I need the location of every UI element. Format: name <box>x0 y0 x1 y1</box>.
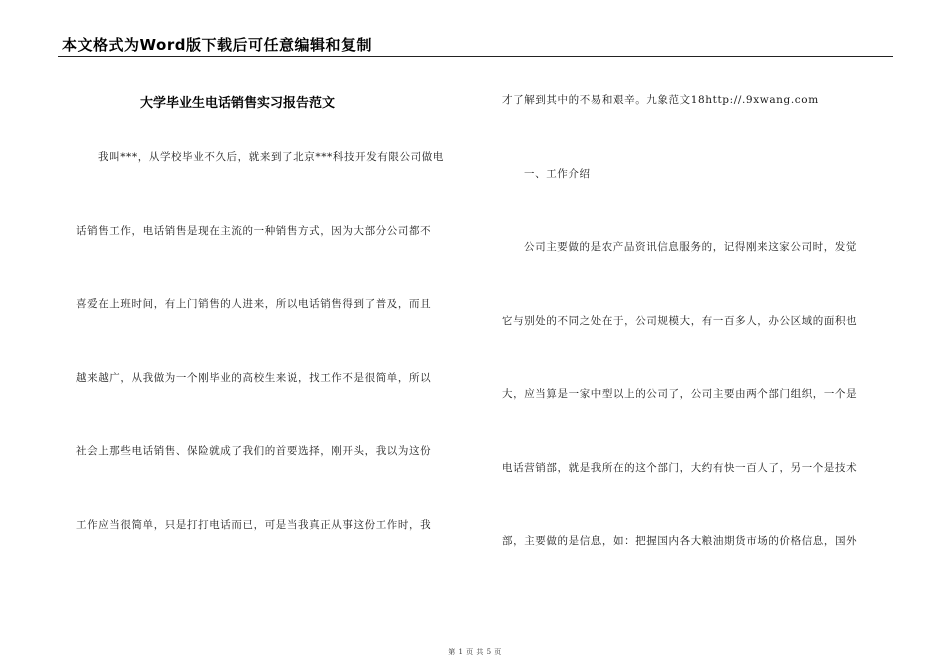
header-divider <box>58 56 893 57</box>
paragraph-line: 它与别处的不同之处在于，公司规模大，有一百多人，办公区域的面积也 <box>502 314 858 327</box>
left-text-column <box>76 150 470 591</box>
paragraph-line: 越来越广，从我做为一个刚毕业的高校生来说，找工作不是很简单，所以 <box>76 371 432 384</box>
paragraph-line: 社会上那些电话销售、保险就成了我们的首要选择，刚开头，我以为这份 <box>76 445 432 457</box>
paragraph-line: 大，应当算是一家中型以上的公司了，公司主要由两个部门组织，一个是 <box>502 388 858 400</box>
paragraph-line: 部，主要做的是信息，如：把握国内各大粮油期货市场的价格信息，国外 <box>502 535 858 547</box>
paragraph-line: 才了解到其中的不易和艰辛。九象范文18http://.9xwang.com <box>502 94 819 106</box>
document-title: 大学毕业生电话销售实习报告范文 <box>140 96 336 111</box>
paragraph-line: 公司主要做的是农产品资讯信息服务的，记得刚来这家公司时，发觉 <box>524 241 857 253</box>
section-heading: 一、工作介绍 <box>524 167 591 180</box>
paragraph-line: 喜爱在上班时间，有上门销售的人进来，所以电话销售得到了普及，而且 <box>76 298 432 310</box>
paragraph-line: 电话营销部，就是我所在的这个部门，大约有快一百人了，另一个是技术 <box>502 461 858 474</box>
paragraph-line: 我叫***，从学校毕业不久后，就来到了北京***科技开发有限公司做电 <box>98 151 444 163</box>
page-number-footer: 第 1 页 共 5 页 <box>448 648 502 656</box>
download-notice-banner: 本文格式为Word版下载后可任意编辑和复制 <box>62 36 372 54</box>
right-text-column <box>502 93 888 608</box>
paragraph-line: 话销售工作，电话销售是现在主流的一种销售方式，因为大部分公司都不 <box>76 224 432 237</box>
paragraph-line: 工作应当很简单，只是打打电话而已，可是当我真正从事这份工作时，我 <box>76 518 432 531</box>
